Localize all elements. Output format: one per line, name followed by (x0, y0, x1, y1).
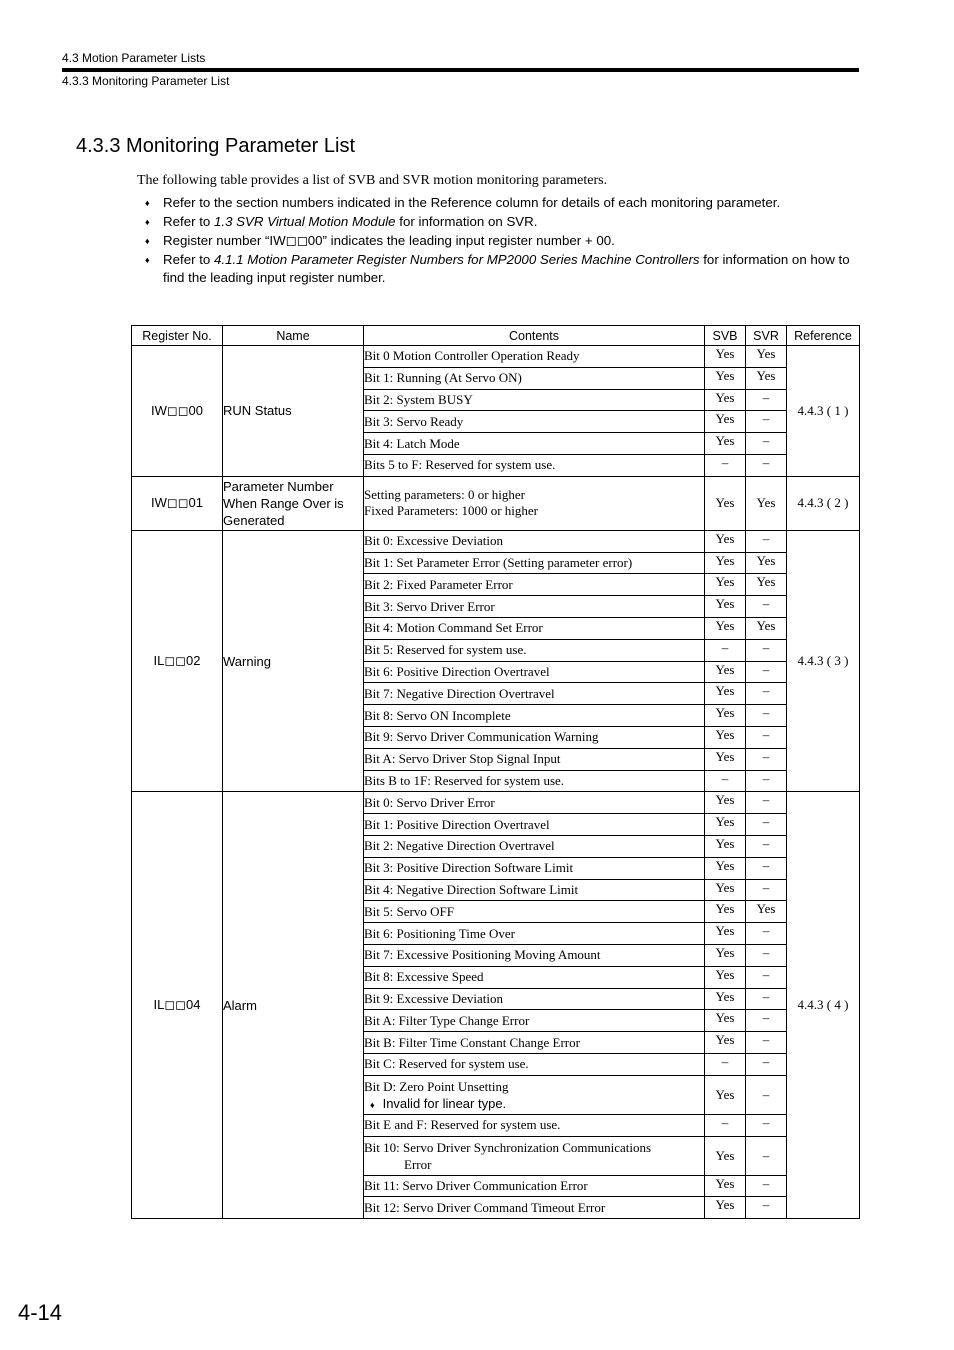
svb-value: – (705, 1114, 746, 1136)
contents-cell (364, 705, 705, 727)
contents-text: Bit D: Zero Point Unsetting (364, 1079, 509, 1095)
svr-value: – (746, 879, 787, 901)
contents-cell (364, 835, 705, 857)
svr-value: Yes (746, 574, 787, 596)
contents-text: Bit A: Filter Type Change Error (364, 1012, 530, 1028)
cross-reference: 1.3 SVR Virtual Motion Module (214, 214, 396, 229)
contents-text: Bit 1: Positive Direction Overtravel (364, 816, 550, 832)
bullet-icon: ♦ (145, 198, 150, 208)
svr-value: Yes (746, 617, 787, 639)
svb-value: Yes (705, 923, 746, 945)
page-title: 4.3.3 Monitoring Parameter List (76, 135, 356, 157)
bullet-icon: ♦ (145, 217, 150, 227)
parameter-name: Parameter Number When Range Over is Generated (223, 476, 364, 530)
svr-value: – (746, 433, 787, 455)
contents-text: Bit 3: Positive Direction Software Limit (364, 860, 574, 876)
svb-value: Yes (705, 389, 746, 411)
contents-text: Bit 2: System BUSY (364, 391, 473, 407)
svb-value: Yes (705, 552, 746, 574)
contents-text: Bit 4: Latch Mode (364, 435, 460, 451)
contents-text: Bit 9: Servo Driver Communication Warning (364, 729, 599, 745)
col-header-svb: SVB (705, 326, 746, 346)
contents-text: Bit C: Reserved for system use. (364, 1056, 529, 1072)
contents-cell (364, 661, 705, 683)
svb-value: – (705, 454, 746, 476)
contents-cell (364, 1032, 705, 1054)
table-row (132, 792, 860, 814)
contents-cell (364, 857, 705, 879)
contents-cell (364, 1114, 705, 1136)
svb-value: Yes (705, 835, 746, 857)
contents-text: Bit 5: Servo OFF (364, 903, 454, 919)
contents-continuation: Error (404, 1156, 432, 1172)
contents-text: Bit 4: Negative Direction Software Limit (364, 881, 579, 897)
svb-value: Yes (705, 661, 746, 683)
table-row (132, 476, 860, 530)
contents-text: Bit 4: Motion Command Set Error (364, 620, 543, 636)
svr-value: – (746, 1197, 787, 1219)
svb-value: Yes (705, 726, 746, 748)
svr-value: – (746, 1075, 787, 1114)
contents-cell (364, 1136, 705, 1175)
contents-cell (364, 574, 705, 596)
contents-text: Bit 11: Servo Driver Communication Error (364, 1177, 588, 1193)
note-item: ♦ Refer to 1.3 SVR Virtual Motion Module for information on SVR. (145, 214, 538, 229)
reference-cell: 4.4.3 ( 2 ) (787, 476, 860, 530)
running-header-section: 4.3 Motion Parameter Lists (62, 51, 206, 65)
svr-value: – (746, 814, 787, 836)
svb-value: – (705, 639, 746, 661)
contents-cell (364, 944, 705, 966)
contents-cell (364, 639, 705, 661)
svb-value: Yes (705, 346, 746, 368)
svb-value: Yes (705, 367, 746, 389)
svr-value: Yes (746, 901, 787, 923)
header-rule (62, 68, 859, 72)
svb-value: Yes (705, 705, 746, 727)
svb-value: Yes (705, 1136, 746, 1175)
intro-paragraph: The following table provides a list of SVB and SVR motion monitoring parameters. (137, 173, 608, 188)
contents-cell (364, 596, 705, 618)
svr-value: Yes (746, 367, 787, 389)
contents-cell (364, 683, 705, 705)
col-header-svr: SVR (746, 326, 787, 346)
svr-value: – (746, 389, 787, 411)
svr-value: – (746, 988, 787, 1010)
contents-cell (364, 617, 705, 639)
contents-text: Bit 0 Motion Controller Operation Ready (364, 348, 580, 364)
contents-cell (364, 1053, 705, 1075)
cross-reference: 4.1.1 Motion Parameter Register Numbers for MP2000 Series Machine Controllers (214, 252, 700, 267)
page-number: 4-14 (18, 1300, 63, 1325)
contents-cell (364, 530, 705, 552)
contents-text: Bit 1: Running (At Servo ON) (364, 370, 522, 386)
contents-text: Fixed Parameters: 1000 or higher (364, 503, 539, 519)
contents-cell (364, 476, 705, 530)
svb-value: Yes (705, 879, 746, 901)
contents-text: Bit 7: Negative Direction Overtravel (364, 685, 555, 701)
svr-value: – (746, 770, 787, 792)
contents-cell (364, 433, 705, 455)
contents-text: Bit 6: Positioning Time Over (364, 925, 515, 941)
svr-value: – (746, 748, 787, 770)
contents-text: Bit 2: Negative Direction Overtravel (364, 838, 555, 854)
col-header-name: Name (223, 326, 364, 346)
contents-text: Bit 8: Servo ON Incomplete (364, 707, 511, 723)
contents-cell (364, 411, 705, 433)
svb-value: Yes (705, 530, 746, 552)
contents-cell (364, 988, 705, 1010)
svb-value: Yes (705, 1010, 746, 1032)
svr-value: – (746, 639, 787, 661)
parameter-name: RUN Status (223, 346, 364, 477)
contents-text: Bit 2: Fixed Parameter Error (364, 576, 513, 592)
svr-value: Yes (746, 346, 787, 368)
svr-value: – (746, 1053, 787, 1075)
note-item: ♦ Refer to 4.1.1 Motion Parameter Register Numbers for MP2000 Series Machine Controllers for information on how to find the leading input register number. (145, 252, 850, 285)
parameter-name: Warning (223, 530, 364, 792)
contents-cell (364, 879, 705, 901)
col-header-reference: Reference (787, 326, 860, 346)
bullet-icon: ♦ (370, 1100, 375, 1111)
svb-value: Yes (705, 857, 746, 879)
svr-value: – (746, 454, 787, 476)
svr-value: – (746, 726, 787, 748)
svb-value: Yes (705, 476, 746, 530)
bullet-icon: ♦ (145, 236, 150, 246)
svr-value: – (746, 1175, 787, 1197)
svr-value: Yes (746, 476, 787, 530)
contents-text: Bit 10: Servo Driver Synchronization Communications (364, 1139, 652, 1155)
contents-text: Bit 5: Reserved for system use. (364, 642, 527, 658)
contents-cell (364, 1010, 705, 1032)
svr-value: – (746, 1032, 787, 1054)
table-row (132, 530, 860, 552)
contents-text: Bits 5 to F: Reserved for system use. (364, 457, 556, 473)
contents-text: Setting parameters: 0 or higher (364, 487, 526, 503)
reference-cell: 4.4.3 ( 1 ) (787, 346, 860, 477)
contents-text: Bit 1: Set Parameter Error (Setting parameter error) (364, 554, 633, 570)
register-number: IW◻◻01 (132, 476, 223, 530)
contents-text: Bit 12: Servo Driver Command Timeout Error (364, 1199, 606, 1215)
svr-value: – (746, 411, 787, 433)
contents-text: Bit 6: Positive Direction Overtravel (364, 663, 550, 679)
svr-value: – (746, 661, 787, 683)
svb-value: Yes (705, 617, 746, 639)
contents-cell (364, 923, 705, 945)
reference-cell: 4.4.3 ( 3 ) (787, 530, 860, 792)
svr-value: – (746, 1136, 787, 1175)
contents-cell (364, 1197, 705, 1219)
svr-value: – (746, 683, 787, 705)
svr-value: – (746, 835, 787, 857)
contents-cell (364, 901, 705, 923)
contents-cell (364, 770, 705, 792)
svb-value: Yes (705, 574, 746, 596)
svr-value: – (746, 1010, 787, 1032)
svb-value: – (705, 770, 746, 792)
contents-text: Bit E and F: Reserved for system use. (364, 1117, 561, 1133)
bullet-icon: ♦ (145, 255, 150, 265)
svr-value: – (746, 966, 787, 988)
col-header-register: Register No. (132, 326, 223, 346)
svr-value: – (746, 857, 787, 879)
contents-text: Bit 7: Excessive Positioning Moving Amount (364, 947, 601, 963)
note-list (145, 194, 860, 288)
contents-cell (364, 1175, 705, 1197)
register-number: IL◻◻02 (132, 530, 223, 792)
svb-value: Yes (705, 814, 746, 836)
svb-value: Yes (705, 944, 746, 966)
contents-cell (364, 389, 705, 411)
contents-text: Bit B: Filter Time Constant Change Error (364, 1034, 580, 1050)
contents-cell (364, 367, 705, 389)
svr-value: – (746, 530, 787, 552)
running-header-subsection: 4.3.3 Monitoring Parameter List (62, 74, 230, 88)
note-item: ♦ Refer to the section numbers indicated in the Reference column for details of each monitoring parameter. (145, 195, 781, 210)
svb-value: Yes (705, 1197, 746, 1219)
svb-value: Yes (705, 683, 746, 705)
contents-text: Bit A: Servo Driver Stop Signal Input (364, 751, 561, 767)
svb-value: Yes (705, 901, 746, 923)
svr-value: – (746, 705, 787, 727)
contents-cell (364, 748, 705, 770)
monitoring-parameter-table (131, 325, 860, 1219)
svb-value: Yes (705, 988, 746, 1010)
contents-text: Bit 3: Servo Driver Error (364, 598, 495, 614)
svr-value: – (746, 792, 787, 814)
col-header-contents: Contents (364, 326, 705, 346)
contents-text: Bit 8: Excessive Speed (364, 969, 484, 985)
register-number: IL◻◻04 (132, 792, 223, 1219)
svb-value: Yes (705, 748, 746, 770)
contents-cell (364, 454, 705, 476)
contents-cell (364, 792, 705, 814)
svr-value: – (746, 944, 787, 966)
svb-value: Yes (705, 966, 746, 988)
svr-value: – (746, 1114, 787, 1136)
register-number: IW◻◻00 (132, 346, 223, 477)
contents-cell (364, 966, 705, 988)
svb-value: Yes (705, 596, 746, 618)
contents-text: Bit 0: Servo Driver Error (364, 794, 495, 810)
svb-value: Yes (705, 411, 746, 433)
contents-cell (364, 1075, 705, 1114)
contents-text: Bit 9: Excessive Deviation (364, 990, 504, 1006)
contents-cell (364, 552, 705, 574)
svr-value: Yes (746, 552, 787, 574)
svb-value: Yes (705, 1032, 746, 1054)
contents-cell (364, 346, 705, 368)
svr-value: – (746, 923, 787, 945)
contents-cell (364, 814, 705, 836)
svb-value: Yes (705, 1175, 746, 1197)
contents-cell (364, 726, 705, 748)
svr-value: – (746, 596, 787, 618)
svb-value: Yes (705, 792, 746, 814)
svb-value: – (705, 1053, 746, 1075)
reference-cell: 4.4.3 ( 4 ) (787, 792, 860, 1219)
table-header-row (132, 326, 860, 346)
table-row (132, 346, 860, 368)
svb-value: Yes (705, 433, 746, 455)
parameter-name: Alarm (223, 792, 364, 1219)
svb-value: Yes (705, 1075, 746, 1114)
contents-text: Bit 3: Servo Ready (364, 413, 464, 429)
contents-note: ♦ Invalid for linear type. (370, 1096, 507, 1112)
contents-text: Bits B to 1F: Reserved for system use. (364, 772, 565, 788)
note-item: ♦ Register number “IW◻◻00” indicates the leading input register number + 00. (145, 233, 615, 248)
contents-text: Bit 0: Excessive Deviation (364, 533, 504, 549)
